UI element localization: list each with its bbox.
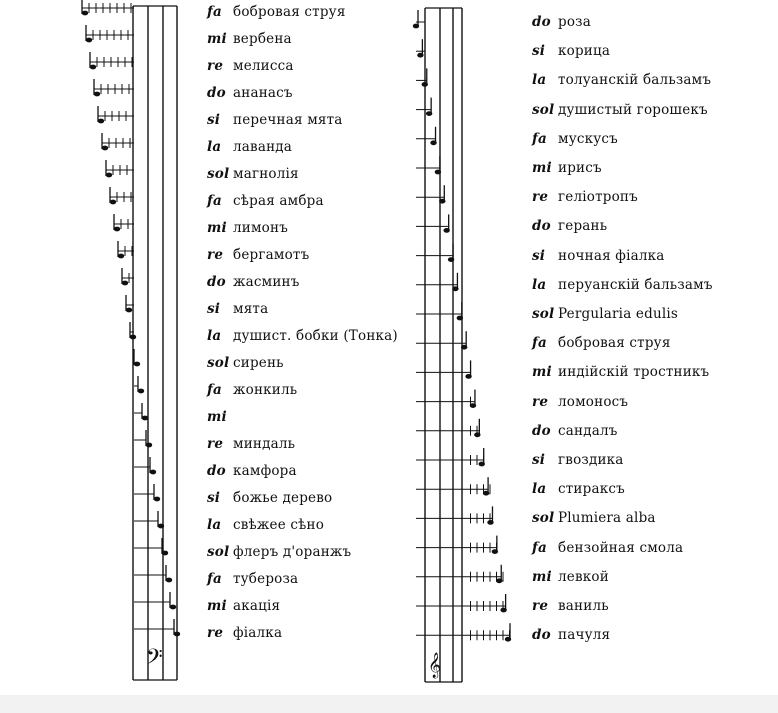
note-head — [146, 443, 152, 448]
scent-name: акація — [233, 598, 281, 614]
scent-name: бензойная смола — [558, 539, 684, 556]
note-label: re — [532, 189, 549, 206]
scent-name: сѣрая амбра — [233, 193, 324, 209]
left_scale-row — [207, 247, 309, 263]
right_scale-row — [532, 540, 683, 556]
note-label: la — [532, 481, 547, 498]
scent-name: бобровая струя — [558, 335, 671, 352]
note-head — [422, 82, 428, 87]
left_scale-row — [207, 517, 324, 533]
left_scale-row — [207, 571, 298, 587]
scent-name: божье дерево — [233, 490, 333, 506]
note-head — [150, 470, 156, 475]
note-label: mi — [532, 160, 552, 176]
note-head — [98, 119, 104, 124]
note-head — [126, 308, 132, 313]
right_scale-row — [532, 306, 678, 322]
note-head — [426, 111, 432, 116]
scent-name: вербена — [233, 31, 292, 47]
note-label: sol — [207, 166, 230, 182]
note-label: mi — [532, 364, 552, 381]
left_scale-row — [207, 436, 295, 452]
right_scale-row — [532, 131, 618, 147]
scent-name: камфора — [233, 463, 297, 479]
note-label: si — [532, 43, 546, 60]
note-head — [90, 65, 96, 70]
note-label: do — [207, 274, 226, 290]
note-head — [448, 257, 454, 262]
right_scale-row — [532, 452, 624, 468]
left_scale-row — [207, 112, 343, 128]
scent-name: гвоздика — [558, 452, 624, 468]
left_scale-row — [207, 490, 332, 506]
scent-name: свѣжее сѣно — [233, 517, 325, 533]
left_scale-row — [207, 409, 233, 425]
note-label: la — [532, 276, 547, 293]
right_scale-row — [532, 43, 610, 59]
note-label: si — [207, 301, 221, 317]
note-label: fa — [207, 193, 222, 209]
scent-name: миндаль — [233, 436, 296, 452]
scent-name: мускусъ — [558, 130, 618, 147]
scent-name: корица — [558, 43, 611, 60]
treble-clef-icon: 𝄞 — [428, 653, 442, 678]
note-label: re — [207, 247, 224, 263]
left_scale-row — [207, 193, 324, 209]
note-label: si — [532, 452, 546, 468]
scent-name: перуанскій бальзамъ — [558, 276, 713, 293]
note-label: do — [532, 14, 551, 30]
scent-name: ночная фіалка — [558, 247, 665, 264]
scent-name: ломоносъ — [558, 393, 629, 410]
right_scale-row — [532, 72, 711, 88]
scent-name: лимонъ — [233, 220, 288, 236]
left_scale-row — [207, 544, 351, 560]
right_scale-row — [532, 627, 610, 643]
right-staff — [413, 8, 511, 682]
scent-name: бобровая струя — [233, 4, 346, 20]
left_scale-row — [207, 382, 297, 398]
right_scale-row — [532, 189, 638, 205]
note-label: sol — [207, 355, 230, 371]
left_scale-row — [207, 328, 398, 344]
note-label: sol — [532, 306, 555, 322]
note-label: re — [207, 436, 224, 452]
note-label: mi — [207, 409, 227, 425]
left_scale-row — [207, 355, 284, 371]
right_scale-row — [532, 277, 713, 293]
note-label: re — [532, 598, 549, 614]
right_scale-row — [532, 598, 609, 614]
left_scale-row — [207, 274, 300, 290]
scent-name: ирисъ — [558, 160, 602, 176]
scent-name: бергамотъ — [233, 247, 310, 263]
scent-name: сандалъ — [558, 422, 618, 439]
right_scale-row — [532, 102, 708, 118]
note-head — [500, 608, 506, 613]
scent-name: левкой — [558, 568, 609, 585]
scent-name: перечная мята — [233, 112, 343, 128]
note-head — [413, 24, 419, 29]
note-label: fa — [207, 382, 222, 398]
left_scale-row — [207, 139, 292, 155]
scent-name: роза — [558, 14, 591, 30]
note-label: la — [207, 328, 222, 344]
left_scale-row — [207, 301, 268, 317]
note-label: re — [207, 625, 224, 641]
note-head — [114, 227, 120, 232]
scent-name: душист. бобки (Тонка) — [233, 328, 398, 344]
right_scale-row — [532, 394, 628, 410]
note-label: la — [532, 72, 547, 89]
note-label: do — [532, 218, 551, 235]
right_scale-row — [532, 481, 625, 497]
left_scale-row — [207, 463, 297, 479]
note-label: mi — [532, 568, 552, 585]
left_scale-row — [207, 166, 299, 182]
note-head — [166, 578, 172, 583]
note-head — [443, 228, 449, 233]
note-head — [492, 549, 498, 554]
note-label: fa — [532, 335, 547, 352]
scent-name: мята — [233, 301, 269, 317]
note-head — [138, 389, 144, 394]
note-head — [118, 254, 124, 259]
note-label: do — [207, 85, 226, 101]
note-head — [122, 281, 128, 286]
note-head — [102, 146, 108, 151]
note-label: mi — [207, 598, 227, 614]
scent-name: магнолія — [233, 166, 299, 182]
note-label: si — [207, 490, 221, 506]
right_scale-row — [532, 510, 656, 526]
left_scale-row — [207, 598, 280, 614]
scent-name: жасминъ — [233, 274, 300, 290]
note-label: la — [207, 517, 222, 533]
note-head — [505, 637, 511, 642]
note-label: mi — [207, 31, 227, 47]
right_scale-row — [532, 248, 665, 264]
scent-name: жонкиль — [233, 382, 298, 398]
note-label: fa — [532, 130, 547, 147]
right_scale-row — [532, 160, 602, 176]
right_scale-row — [532, 335, 671, 351]
right_scale-row — [532, 14, 591, 30]
note-label: la — [207, 139, 222, 155]
note-label: fa — [532, 539, 547, 556]
scent-name: герань — [558, 218, 608, 235]
bottom-margin — [0, 695, 778, 713]
scent-name: флеръ д'оранжъ — [233, 544, 352, 560]
note-head — [106, 173, 112, 178]
scent-name: геліотропъ — [558, 189, 638, 206]
note-head — [461, 345, 467, 350]
scent-name: стираксъ — [558, 481, 625, 498]
scent-name: Pergularia edulis — [558, 306, 679, 322]
note-label: do — [207, 463, 226, 479]
note-head — [134, 362, 140, 367]
left_scale-row — [207, 58, 294, 74]
note-label: fa — [207, 571, 222, 587]
note-head — [452, 286, 458, 291]
left_scale-row — [207, 220, 288, 236]
right_scale-row — [532, 364, 709, 380]
note-head — [170, 605, 176, 610]
note-label: fa — [207, 4, 222, 20]
note-head — [86, 38, 92, 43]
note-head — [130, 335, 136, 340]
left_scale-row — [207, 625, 282, 641]
scent-name: ананасъ — [233, 85, 293, 101]
scent-name: лаванда — [233, 139, 293, 155]
note-label: sol — [207, 544, 230, 560]
note-label: re — [532, 393, 549, 410]
left_scale-row — [207, 4, 346, 20]
note-head — [158, 524, 164, 529]
right_scale-row — [532, 569, 609, 585]
scent-name: ваниль — [558, 598, 609, 614]
note-label: sol — [532, 510, 555, 527]
note-head — [439, 199, 445, 204]
note-head — [457, 316, 463, 321]
note-label: si — [207, 112, 221, 128]
right_scale-row — [532, 218, 607, 234]
note-label: mi — [207, 220, 227, 236]
scent-name: сирень — [233, 355, 284, 371]
note-head — [82, 11, 88, 16]
note-label: do — [532, 422, 551, 439]
scent-name: индійскій тростникъ — [558, 364, 710, 381]
note-label: si — [532, 247, 546, 264]
note-label: sol — [532, 101, 555, 118]
note-head — [435, 170, 441, 175]
left-staff — [82, 0, 180, 680]
scent-name: душистый горошекъ — [558, 101, 708, 118]
note-head — [417, 53, 423, 58]
note-head — [154, 497, 160, 502]
note-head — [110, 200, 116, 205]
scent-name: мелисса — [233, 58, 294, 74]
note-label: re — [207, 58, 224, 74]
note-label: do — [532, 627, 551, 644]
note-head — [94, 92, 100, 97]
note-head — [142, 416, 148, 421]
note-head — [430, 140, 436, 145]
note-head — [162, 551, 168, 556]
scent-name: толуанскій бальзамъ — [558, 72, 712, 89]
scent-name: фіалка — [233, 625, 283, 641]
scent-name: Plumiera alba — [558, 510, 656, 527]
scent-name: пачуля — [558, 627, 611, 644]
note-head — [174, 632, 180, 637]
scent-name: тубероза — [233, 571, 299, 587]
bass-clef-icon: 𝄢 — [146, 645, 163, 675]
left_scale-row — [207, 31, 292, 47]
left_scale-row — [207, 85, 293, 101]
right_scale-row — [532, 423, 618, 439]
